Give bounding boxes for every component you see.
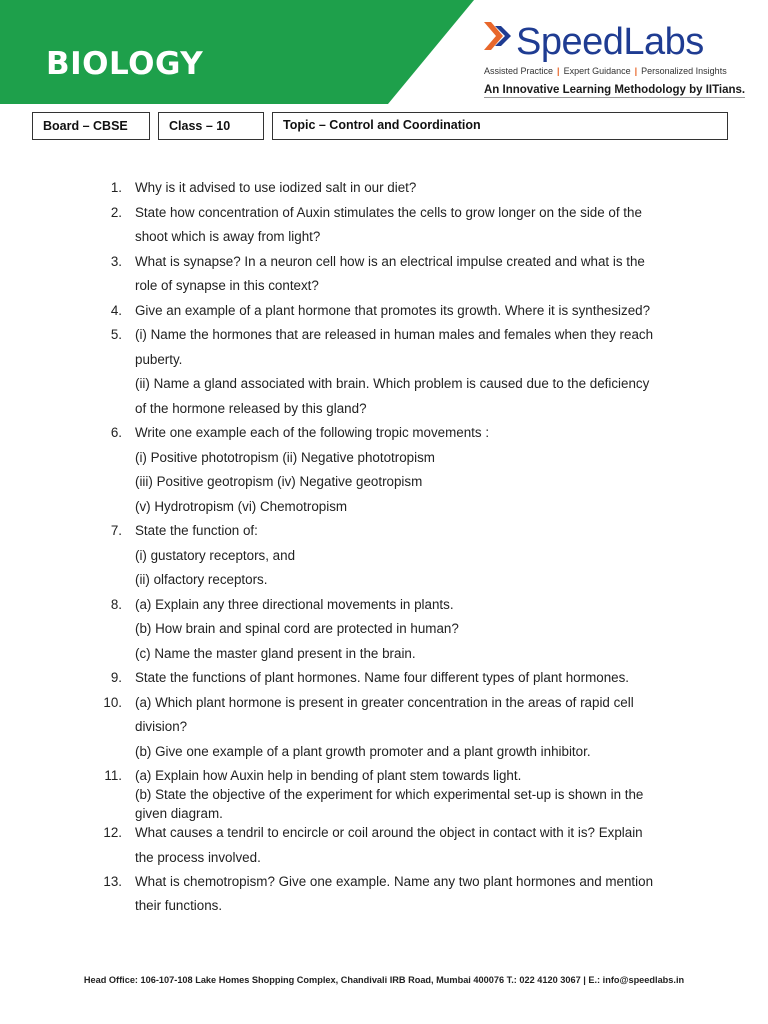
question-text-line: (a) Explain any three directional movements in plants. [135,597,454,612]
question-text-line: the process involved. [135,850,261,865]
question-text-line: (ii) Name a gland associated with brain. Which problem is caused due to the deficiency [135,376,650,391]
question-text-line: State the functions of plant hormones. Name four different types of plant hormones. [135,670,630,685]
question-text-line: (a) Explain how Auxin help in bending of plant stem towards light. [135,768,522,783]
board-box: Board – CBSE [32,112,150,140]
question-number: 10. [103,695,122,710]
question-text-line: given diagram. [135,806,223,821]
question-text-line: (iii) Positive geotropism (iv) Negative geotropism [135,474,423,489]
question-text-line: What causes a tendril to encircle or coil around the object in contact with it is? Explain [135,825,643,840]
question-number: 12. [103,825,122,840]
logo-wordmark-suffix: Labs [623,21,704,63]
tagline-separator: | [634,66,638,76]
question-text-line: Why is it advised to use iodized salt in our diet? [135,180,417,195]
speedlabs-chevron-icon [482,20,514,52]
question-number: 4. [110,303,122,318]
tagline-expert-guidance: Expert Guidance [563,66,631,76]
question-number: 2. [110,205,122,220]
tagline-assisted-practice: Assisted Practice [484,66,554,76]
question-number: 3. [110,254,122,269]
question-text-line: Write one example each of the following tropic movements : [135,425,490,440]
question-text-line: of the hormone released by this gland? [135,401,367,416]
header-band [0,0,768,104]
question-text-line: (b) Give one example of a plant growth promoter and a plant growth inhibitor. [135,744,591,759]
question-text-line: puberty. [135,352,183,367]
class-box: Class – 10 [158,112,264,140]
question-number: 7. [110,523,122,538]
question-text-line: (i) Positive phototropism (ii) Negative phototropism [135,450,435,465]
tagline-personalized-insights: Personalized Insights [641,66,727,76]
question-number: 5. [110,327,122,342]
question-number: 9. [110,670,122,685]
footer-address: Head Office: 106-107-108 Lake Homes Shopping Complex, Chandivali IRB Road, Mumbai 400076 T.: 022 4120 3067 | E.: info@speedlabs.in [83,975,685,985]
question-number: 6. [110,425,122,440]
question-text-line: (a) Which plant hormone is present in greater concentration in the areas of rapid cell [135,695,634,710]
question-text-line: State the function of: [135,523,258,538]
logo-wordmark [516,20,704,64]
question-number: 13. [103,874,122,889]
tagline-separator: | [557,66,560,76]
question-text-line: (b) State the objective of the experiment for which experimental set-up is shown in the [135,787,644,802]
question-number: 1. [110,180,122,195]
logo-slogan: An Innovative Learning Methodology by IITians. [484,84,746,96]
topic-box: Topic – Control and Coordination [272,112,728,140]
subject-title: BIOLOGY [46,46,204,82]
question-text-line: division? [135,719,188,734]
question-text-line: role of synapse in this context? [135,278,319,293]
question-text-line: shoot which is away from light? [135,229,321,244]
question-text-line: What is chemotropism? Give one example. Name any two plant hormones and mention [135,874,654,889]
logo-wordmark-prefix: Speed [516,21,624,63]
question-text-line: Give an example of a plant hormone that promotes its growth. Where it is synthesized? [135,303,651,318]
question-number: 8. [110,597,122,612]
question-text-line: (b) How brain and spinal cord are protected in human? [135,621,459,636]
question-number: 11. [104,768,122,783]
question-text-line: (ii) olfactory receptors. [135,572,268,587]
speedlabs-logo [482,20,746,102]
question-text-line: (v) Hydrotropism (vi) Chemotropism [135,499,348,514]
question-text-line: What is synapse? In a neuron cell how is an electrical impulse created and what is the [135,254,645,269]
question-text-line: (c) Name the master gland present in the brain. [135,646,416,661]
question-text-line: State how concentration of Auxin stimulates the cells to grow longer on the side of the [135,205,642,220]
question-text-line: (i) gustatory receptors, and [135,548,296,563]
logo-tagline [484,66,727,76]
question-text-line: (i) Name the hormones that are released in human males and females when they reach [135,327,654,342]
question-text-line: their functions. [135,898,223,913]
